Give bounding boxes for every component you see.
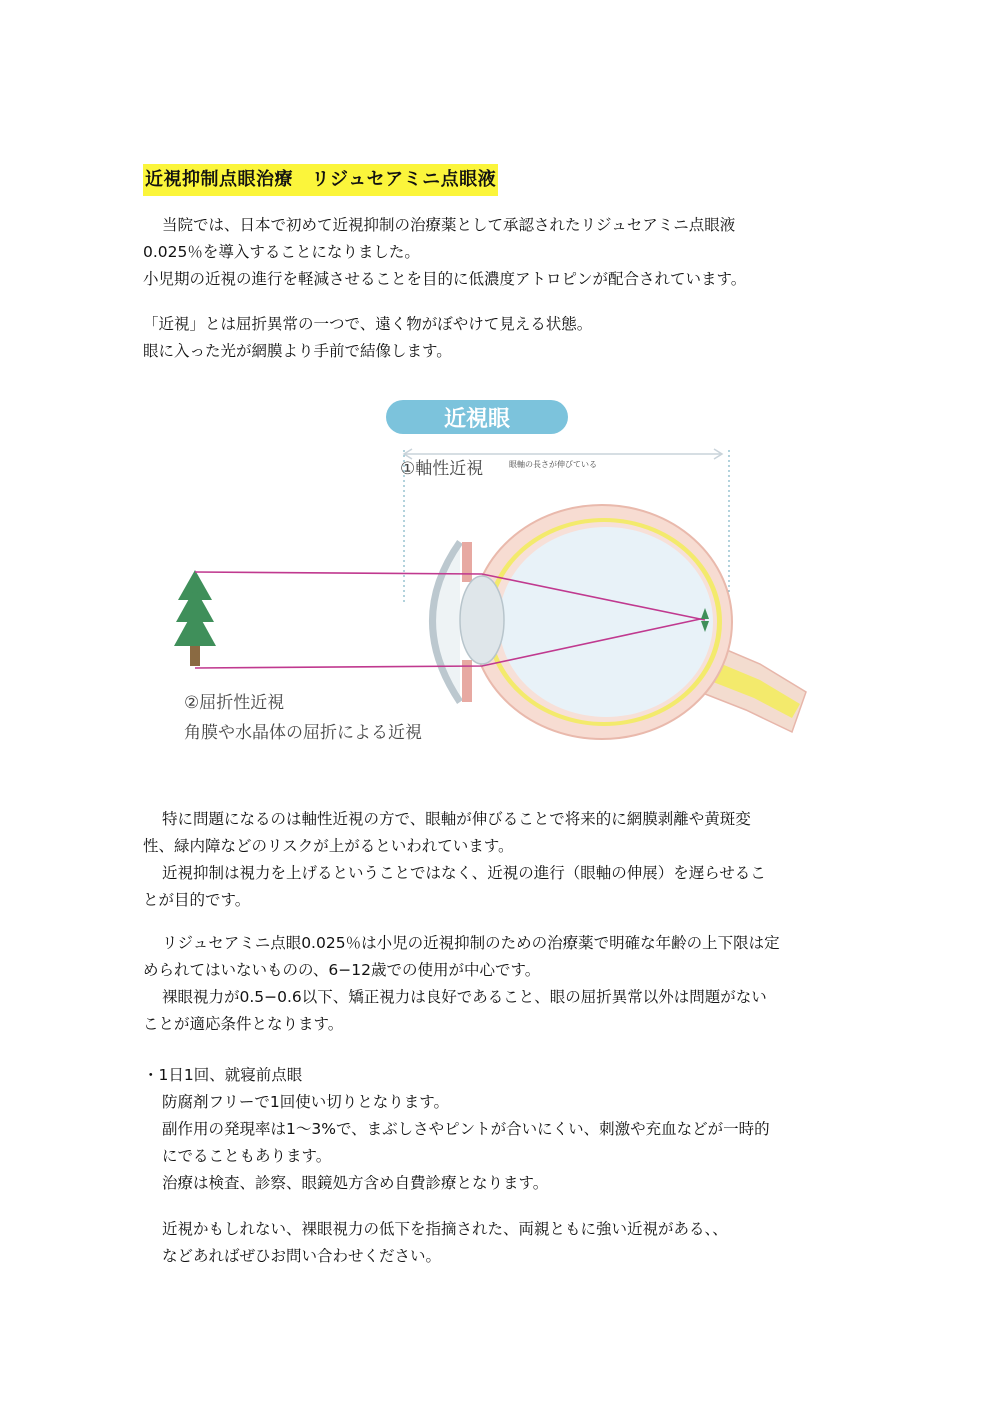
intro-line-2: 0.025％を導入することになりました。 (143, 243, 420, 261)
dosage-line-5: 治療は検査、診察、眼鏡処方含め自費診療となります。 (162, 1174, 549, 1192)
refractive-myopia-note: 角膜や水晶体の屈折による近視 (184, 723, 422, 743)
definition-paragraph (143, 311, 592, 365)
axial-myopia-note: 眼軸の長さが伸びている (509, 460, 597, 469)
usage-line-3: 裸眼視力が0.5−0.6以下、矯正視力は良好であること、眼の屈折異常以外は問題がない (162, 988, 767, 1006)
myopia-eye-diagram (160, 392, 820, 777)
concern-line-1: 特に問題になるのは軸性近視の方で、眼軸が伸びることで将来的に網膜剥離や黄斑変 (162, 810, 751, 828)
refractive-myopia-label: ②屈折性近視 (184, 693, 285, 713)
crystalline-lens (460, 576, 504, 664)
diagram-heading: 近視眼 (443, 407, 511, 432)
dosage-line-2: 防腐剤フリーで1回使い切りとなります。 (162, 1093, 450, 1111)
dosage-line-4: にでることもあります。 (162, 1147, 332, 1165)
intro-line-3: 小児期の近視の進行を軽減させることを目的に低濃度アトロピンが配合されています。 (143, 270, 747, 288)
definition-line-1: 「近視」とは屈折異常の一つで、遠く物がぼやけて見える状態。 (143, 315, 593, 333)
concern-paragraph (143, 806, 766, 914)
intro-paragraph (143, 212, 746, 293)
intro-line-1: 当院では、日本で初めて近視抑制の治療薬として承認されたリジュセアミニ点眼液 (162, 216, 736, 234)
page-title: 近視抑制点眼治療 リジュセアミニ点眼液 (143, 164, 498, 196)
concern-line-4: とが目的です。 (143, 891, 251, 909)
tree-trunk (190, 646, 200, 666)
concern-line-2: 性、緑内障などのリスクが上がるといわれています。 (143, 837, 514, 855)
cornea (433, 542, 461, 702)
dosage-line-3: 副作用の発現率は1〜3%で、まぶしさやピントが合いにくい、刺激や充血などが一時的 (162, 1120, 770, 1138)
vitreous-body (499, 527, 713, 717)
closing-line-1: 近視かもしれない、裸眼視力の低下を指摘された、両親ともに強い近視がある、、 (162, 1220, 728, 1238)
closing-line-2: などあればぜひお問い合わせください。 (162, 1247, 442, 1265)
usage-line-4: ことが適応条件となります。 (143, 1015, 344, 1033)
usage-line-1: リジュセアミニ点眼0.025％は小児の近視抑制のための治療薬で明確な年齢の上下限は定 (162, 934, 780, 952)
usage-line-2: められてはいないものの、6−12歳での使用が中心です。 (143, 961, 541, 979)
dosage-paragraph (143, 1062, 770, 1197)
axial-myopia-label: ①軸性近視 (400, 459, 484, 479)
tree-bottom (174, 608, 216, 646)
dosage-line-1: ・1日1回、就寝前点眼 (143, 1066, 303, 1084)
concern-line-3: 近視抑制は視力を上げるということではなく、近視の進行（眼軸の伸展）を遅らせるこ (162, 864, 766, 882)
closing-paragraph (143, 1216, 728, 1270)
definition-line-2: 眼に入った光が網膜より手前で結像します。 (143, 342, 452, 360)
usage-paragraph (143, 930, 780, 1038)
iris-upper (462, 542, 472, 582)
